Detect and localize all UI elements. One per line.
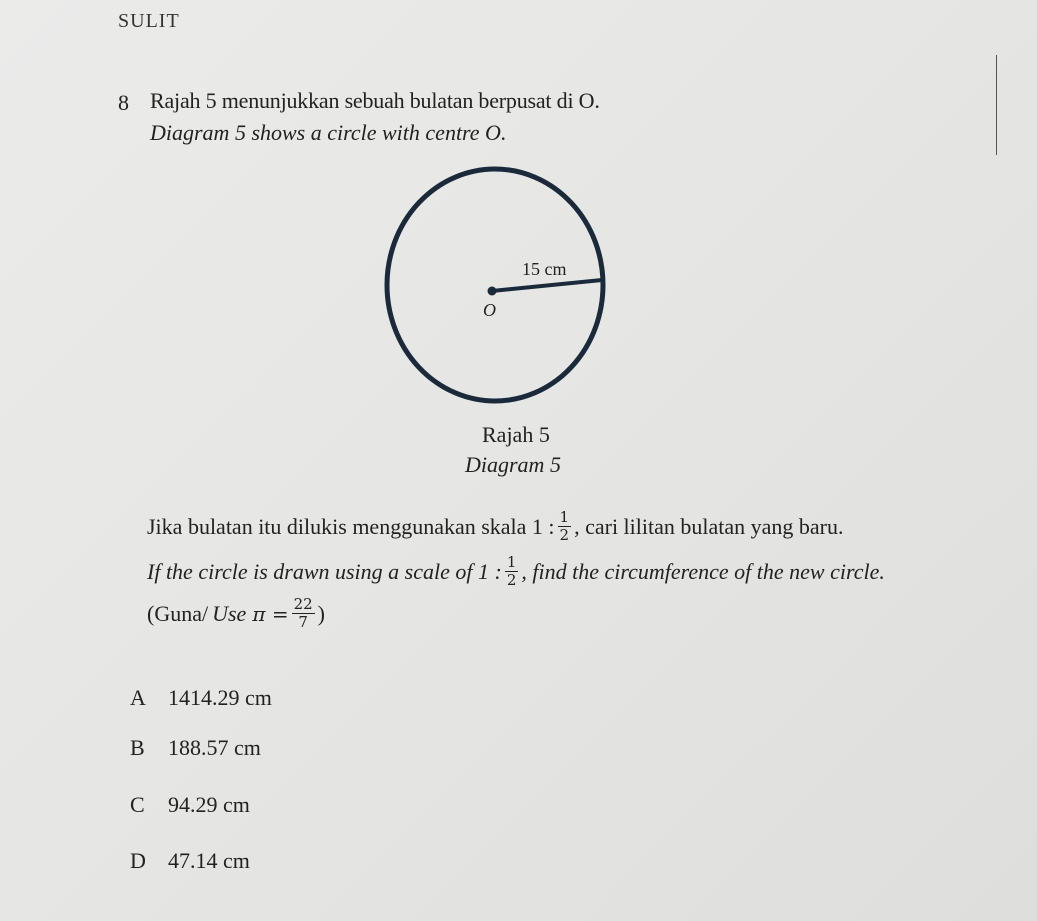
- instruction-malay-before: Jika bulatan itu dilukis menggunakan skala 1 :: [147, 513, 555, 539]
- option-text: 94.29 cm: [168, 792, 250, 817]
- fraction-denominator: 7: [298, 613, 308, 631]
- question-number: 8: [118, 90, 129, 115]
- centre-label: O: [483, 300, 496, 320]
- diagram-caption-english: Diagram 5: [465, 452, 561, 477]
- fraction-numerator: 22: [293, 595, 313, 613]
- pi-note-use: Use: [212, 600, 247, 626]
- scale-fraction: [558, 510, 572, 543]
- option-letter: D: [130, 848, 146, 873]
- answer-option-b[interactable]: [130, 735, 261, 761]
- option-letter: A: [130, 685, 146, 710]
- pi-note: [147, 597, 325, 630]
- scale-fraction: [505, 555, 519, 588]
- diagram-caption-malay: Rajah 5: [482, 422, 550, 447]
- radius-line: [492, 280, 602, 291]
- fraction-denominator: 2: [559, 526, 570, 544]
- answer-option-a[interactable]: [130, 685, 272, 711]
- pi-note-suffix: ): [317, 600, 325, 626]
- answer-option-d[interactable]: [130, 848, 250, 874]
- pi-fraction: [292, 597, 315, 630]
- margin-line: [996, 55, 997, 155]
- instruction-english: [147, 555, 885, 588]
- instruction-malay: [147, 510, 844, 543]
- fraction-numerator: 1: [559, 508, 570, 526]
- question-text-malay: Rajah 5 menunjukkan sebuah bulatan berpusat di O.: [150, 88, 600, 113]
- fraction-numerator: 1: [506, 553, 517, 571]
- instruction-english-before: If the circle is drawn using a scale of 1 :: [147, 558, 502, 584]
- option-text: 47.14 cm: [168, 848, 250, 873]
- centre-point: [488, 287, 497, 296]
- pi-equals: π =: [252, 601, 289, 626]
- option-letter: B: [130, 735, 145, 760]
- circle-diagram: [380, 165, 620, 415]
- question-text-english: Diagram 5 shows a circle with centre O.: [150, 120, 507, 145]
- pi-note-prefix: (Guna/: [147, 600, 209, 626]
- page-header: SULIT: [118, 10, 180, 32]
- radius-label: 15 cm: [522, 259, 567, 279]
- instruction-malay-after: , cari lilitan bulatan yang baru.: [574, 513, 844, 539]
- option-letter: C: [130, 792, 145, 817]
- fraction-denominator: 2: [506, 571, 517, 589]
- option-text: 188.57 cm: [168, 735, 261, 760]
- instruction-english-after: , find the circumference of the new circle.: [521, 558, 885, 584]
- option-text: 1414.29 cm: [168, 685, 272, 710]
- answer-option-c[interactable]: [130, 792, 250, 818]
